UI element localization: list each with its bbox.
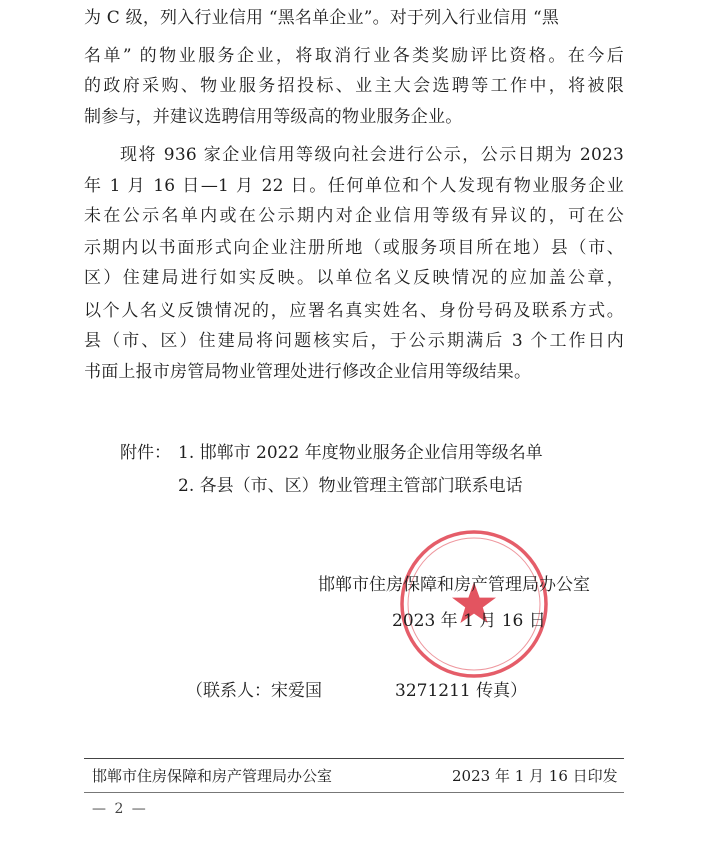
contact-person: （联系人：宋爱国 — [186, 681, 322, 701]
body-line-1: 为 C 级，列入行业信用 “黑名单企业”。对于列入行业信用 “黑 — [84, 8, 560, 28]
body-line-5: 现将 936 家企业信用等级向社会进行公示，公示日期为 2023 — [120, 145, 624, 165]
footer-bottom-rule — [84, 792, 624, 793]
signature-org: 邯郸市住房保障和房产管理局办公室 — [318, 575, 590, 595]
footer-top-rule — [84, 758, 624, 759]
page-number: — 2 — — [92, 801, 148, 817]
footer-print-date: 2023 年 1 月 16 日印发 — [452, 767, 618, 785]
signature-date: 2023 年 1 月 16 日 — [392, 611, 546, 631]
body-line-7: 未在公示名单内或在公示期内对企业信用等级有异议的，可在公 — [84, 206, 624, 226]
body-line-2: 名单” 的物业服务企业，将取消行业各类奖励评比资格。在今后 — [84, 46, 624, 66]
body-line-11: 县（市、区）住建局将问题核实后，于公示期满后 3 个工作日内 — [84, 331, 624, 351]
attachment-item-2: 2. 各县（市、区）物业管理主管部门联系电话 — [178, 476, 523, 496]
footer-issuer: 邯郸市住房保障和房产管理局办公室 — [92, 767, 333, 785]
body-line-12: 书面上报市房管局物业管理处进行修改企业信用等级结果。 — [84, 362, 532, 382]
contact-phone: 3271211 传真） — [395, 681, 528, 701]
body-line-9: 区）住建局进行如实反映。以单位名义反映情况的应加盖公章， — [84, 268, 624, 288]
body-line-4: 制参与，并建议选聘信用等级高的物业服务企业。 — [84, 107, 463, 127]
body-line-8: 示期内以书面形式向企业注册所地（或服务项目所在地）县（市、 — [84, 238, 624, 258]
attachments-label: 附件： — [120, 443, 171, 463]
official-seal — [398, 528, 550, 680]
body-line-3: 的政府采购、物业服务招投标、业主大会选聘等工作中，将被限 — [84, 76, 624, 96]
body-line-6: 年 1 月 16 日—1 月 22 日。任何单位和个人发现有物业服务企业 — [84, 176, 624, 196]
body-line-10: 以个人名义反馈情况的，应署名真实姓名、身份号码及联系方式。 — [84, 301, 624, 321]
attachment-item-1: 1. 邯郸市 2022 年度物业服务企业信用等级名单 — [178, 443, 543, 463]
